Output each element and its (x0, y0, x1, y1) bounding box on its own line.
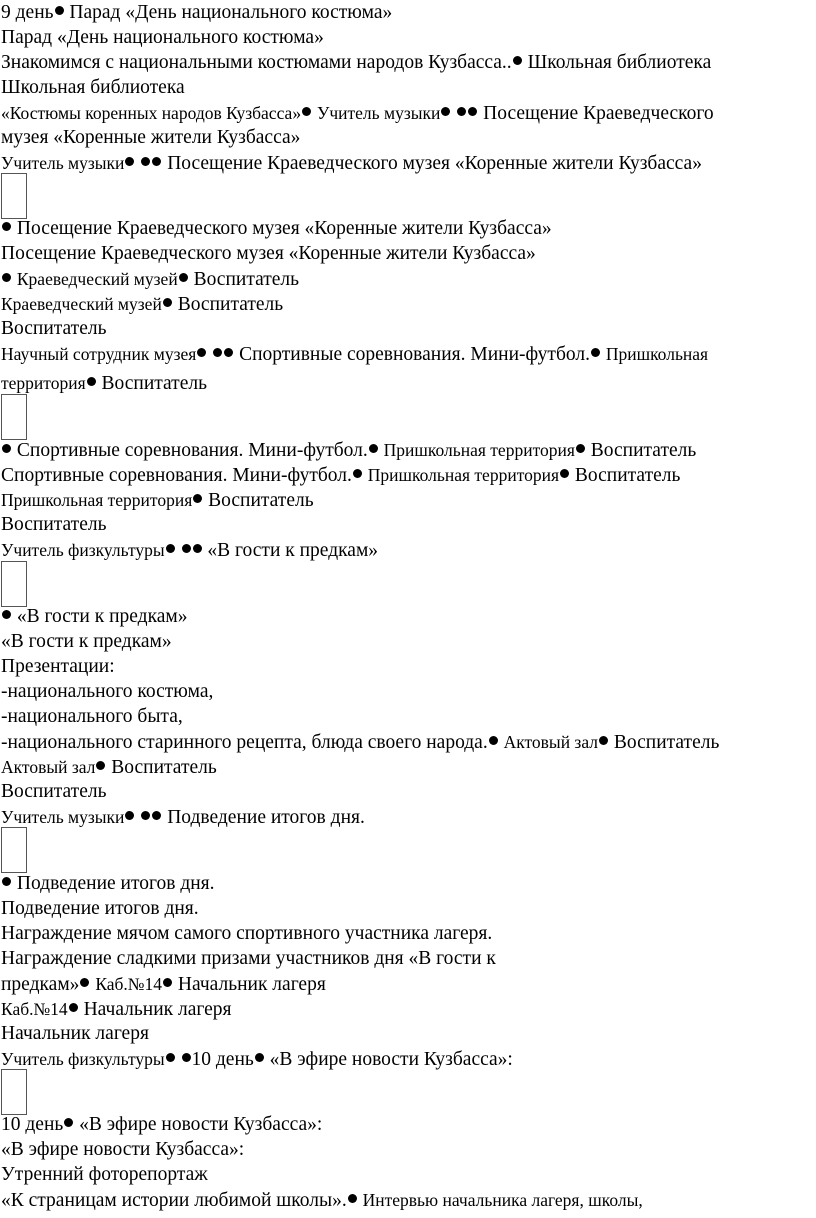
bullet-icon (64, 1118, 73, 1127)
bullet-icon (163, 978, 172, 987)
line-13: Научный сотрудник музея Спортивные соревнования. Мини-футбол. Пришкольная (1, 344, 709, 365)
bullet-icon (2, 877, 11, 886)
bullet-icon (141, 157, 150, 166)
empty-box (1, 394, 27, 440)
bullet-icon (163, 298, 172, 307)
bullet-icon (125, 811, 134, 820)
line-27: Воспитатель (1, 781, 107, 802)
bullet-icon (255, 1053, 264, 1062)
line-40: «К страницам истории любимой школы». Интервью начальника лагеря, школы, (1, 1190, 643, 1211)
bullet-icon (457, 107, 466, 116)
line-24: -национального быта, (1, 706, 183, 727)
line-37: 10 день «В эфире новости Кузбасса»: (1, 1114, 323, 1135)
bullet-icon (87, 377, 96, 386)
bullet-icon (468, 107, 477, 116)
line-26: Актовый зал Воспитатель (1, 757, 217, 778)
bullet-icon (69, 1003, 78, 1012)
line-38: «В эфире новости Кузбасса»: (1, 1139, 245, 1160)
bullet-icon (179, 273, 188, 282)
bullet-icon (576, 444, 585, 453)
bullet-icon (441, 107, 450, 116)
bullet-icon (182, 1053, 191, 1062)
bullet-icon (197, 348, 206, 357)
line-21: «В гости к предкам» (1, 631, 172, 652)
bullet-icon (80, 978, 89, 987)
line-9: Посещение Краеведческого музея «Коренные жители Кузбасса» (1, 243, 536, 264)
bullet-icon (2, 222, 11, 231)
bullet-icon (2, 610, 11, 619)
line-32: Награждение сладкими призами участников дня «В гости к (1, 948, 496, 969)
bullet-icon (224, 348, 233, 357)
bullet-icon (182, 544, 191, 553)
line-22: Презентации: (1, 656, 115, 677)
line-29: Подведение итогов дня. (1, 872, 215, 896)
line-30: Подведение итогов дня. (1, 898, 199, 919)
bullet-icon (591, 348, 600, 357)
line-23: -национального костюма, (1, 681, 214, 702)
line-7: Учитель музыки Посещение Краеведческого музея «Коренные жители Кузбасса» (1, 153, 702, 174)
bullet-icon (166, 1053, 175, 1062)
line-35: Начальник лагеря (1, 1023, 149, 1044)
bullet-icon (141, 811, 150, 820)
empty-box (1, 561, 27, 607)
line-11: Краеведческий музей Воспитатель (1, 294, 284, 315)
bullet-icon (489, 736, 498, 745)
line-6: музея «Коренные жители Кузбасса» (1, 127, 301, 148)
bullet-icon (302, 107, 311, 116)
line-33: предкам» Каб.№14 Начальник лагеря (1, 974, 326, 995)
bullet-icon (2, 444, 11, 453)
line-2: Парад «День национального костюма» (1, 27, 324, 48)
empty-box (1, 1069, 27, 1115)
line-39: Утренний фоторепортаж (1, 1164, 208, 1185)
bullet-icon (193, 494, 202, 503)
bullet-icon (369, 444, 378, 453)
line-1: 9 день Парад «День национального костюма» (1, 2, 393, 23)
line-34: Каб.№14 Начальник лагеря (1, 999, 232, 1020)
line-17: Пришкольная территория Воспитатель (1, 490, 314, 511)
line-16: Спортивные соревнования. Мини-футбол. Пришкольная территория Воспитатель (1, 465, 681, 486)
line-36: Учитель физкультуры 10 день «В эфире новости Кузбасса»: (1, 1049, 513, 1070)
line-10: Краеведческий музей Воспитатель (1, 267, 299, 292)
bullet-icon (125, 157, 134, 166)
bullet-icon (599, 736, 608, 745)
empty-box (1, 827, 27, 873)
bullet-icon (560, 469, 569, 478)
line-14: территория Воспитатель (1, 373, 207, 394)
bullet-icon (152, 157, 161, 166)
line-19: Учитель физкультуры «В гости к предкам» (1, 540, 379, 561)
bullet-icon (96, 761, 105, 770)
bullet-icon (2, 273, 11, 282)
line-12: Воспитатель (1, 318, 107, 339)
bullet-icon (348, 1194, 357, 1203)
bullet-icon (193, 544, 202, 553)
line-20: «В гости к предкам» (1, 605, 188, 629)
bullet-icon (55, 6, 64, 15)
empty-box (1, 173, 27, 219)
bullet-icon (166, 544, 175, 553)
line-5: «Костюмы коренных народов Кузбасса» Учитель музыки Посещение Краеведческого (1, 103, 714, 124)
line-8: Посещение Краеведческого музея «Коренные жители Кузбасса» (1, 217, 552, 241)
line-28: Учитель музыки Подведение итогов дня. (1, 807, 365, 828)
bullet-icon (213, 348, 222, 357)
line-3: Знакомимся с национальными костюмами народов Кузбасса.. Школьная библиотека (1, 52, 712, 73)
bullet-icon (152, 811, 161, 820)
line-15: Спортивные соревнования. Мини-футбол. Пришкольная территория Воспитатель (1, 438, 696, 463)
line-25: -национального старинного рецепта, блюда своего народа. Актовый зал Воспитатель (1, 732, 720, 753)
line-4: Школьная библиотека (1, 77, 185, 98)
bullet-icon (353, 469, 362, 478)
line-18: Воспитатель (1, 514, 107, 535)
line-31: Награждение мячом самого спортивного участника лагеря. (1, 923, 493, 944)
bullet-icon (513, 56, 522, 65)
